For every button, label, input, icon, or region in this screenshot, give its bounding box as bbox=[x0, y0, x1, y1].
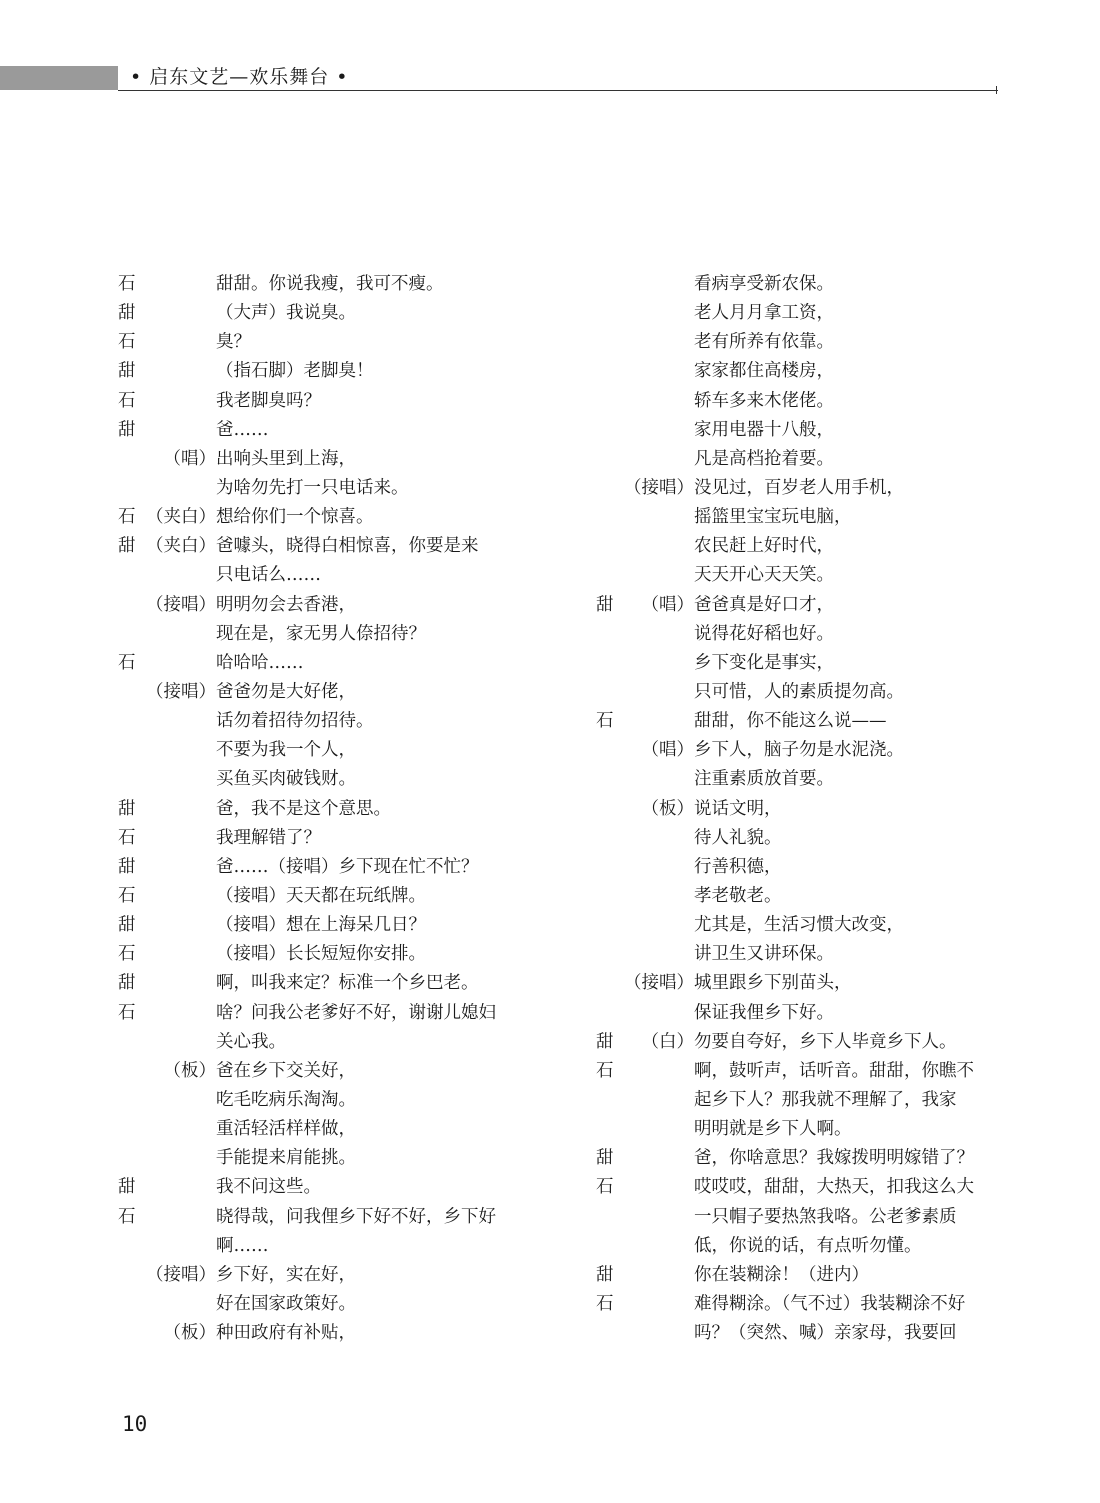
script-line bbox=[118, 1203, 538, 1232]
dialogue-text: 不要为我一个人， bbox=[216, 740, 356, 761]
speaker-name: 石 bbox=[118, 885, 136, 906]
dialogue-text: 孝老敬老。 bbox=[694, 885, 782, 906]
script-line bbox=[118, 969, 538, 998]
script-line bbox=[118, 503, 538, 532]
speaker-name: 石 bbox=[118, 1002, 136, 1023]
speaker-name: 甜 bbox=[596, 1148, 614, 1169]
script-line bbox=[596, 1261, 1016, 1290]
script-line bbox=[596, 911, 1016, 940]
dialogue-text: 啊，鼓听声，话听音。甜甜，你瞧不 bbox=[694, 1060, 974, 1081]
dialogue-text: 凡是高档抢着要。 bbox=[694, 448, 834, 469]
dialogue-text: 注重素质放首要。 bbox=[694, 769, 834, 790]
dialogue-text: 摇篮里宝宝玩电脑， bbox=[694, 507, 852, 528]
script-line bbox=[596, 824, 1016, 853]
dialogue-text: 吃毛吃病乐淘淘。 bbox=[216, 1089, 356, 1110]
script-line bbox=[596, 328, 1016, 357]
speaker-name: 甜 bbox=[118, 303, 136, 324]
dialogue-text: （接唱）想在上海呆几日？ bbox=[216, 915, 426, 936]
script-line bbox=[118, 387, 538, 416]
dialogue-text: 爸噱头，晓得白相惊喜，你要是来 bbox=[216, 536, 479, 557]
speaker-name: 石 bbox=[596, 711, 614, 732]
dialogue-text: 低，你说的话，有点听勿懂。 bbox=[694, 1235, 922, 1256]
dialogue-text: 我老脚臭吗？ bbox=[216, 390, 321, 411]
script-line bbox=[118, 678, 538, 707]
stage-direction: （接唱） bbox=[146, 1264, 216, 1285]
speaker-name: 甜 bbox=[118, 419, 136, 440]
dialogue-text: 想给你们一个惊喜。 bbox=[216, 507, 374, 528]
script-line bbox=[118, 765, 538, 794]
speaker-name: 甜 bbox=[118, 915, 136, 936]
dialogue-text: 老有所养有依靠。 bbox=[694, 332, 834, 353]
dialogue-text: 乡下人，脑子勿是水泥浇。 bbox=[694, 740, 904, 761]
script-line bbox=[596, 561, 1016, 590]
dialogue-text: 起乡下人？那我就不理解了，我家 bbox=[694, 1089, 957, 1110]
script-line bbox=[118, 1115, 538, 1144]
script-line bbox=[596, 765, 1016, 794]
speaker-name: 石 bbox=[596, 1177, 614, 1198]
script-line bbox=[118, 1232, 538, 1261]
speaker-name: 甜 bbox=[118, 798, 136, 819]
script-line bbox=[118, 795, 538, 824]
dialogue-text: 天天开心天天笑。 bbox=[694, 565, 834, 586]
script-line bbox=[596, 940, 1016, 969]
script-line bbox=[596, 1290, 1016, 1319]
dialogue-text: 甜甜。你说我瘦，我可不瘦。 bbox=[216, 274, 444, 294]
dialogue-text: 没见过，百岁老人用手机， bbox=[694, 477, 904, 498]
speaker-name: 甜 bbox=[118, 361, 136, 382]
dialogue-text: 出响头里到上海， bbox=[216, 448, 356, 469]
dialogue-text: 行善积德， bbox=[694, 856, 782, 877]
script-line bbox=[596, 357, 1016, 386]
dialogue-text: 爸爸真是好口才， bbox=[694, 594, 834, 615]
stage-direction: （接唱） bbox=[146, 594, 216, 615]
page-header-title: • 启东文艺—欢乐舞台 • bbox=[130, 66, 349, 88]
dialogue-text: 晓得哉，问我俚乡下好不好，乡下好 bbox=[216, 1206, 496, 1227]
dialogue-text: （接唱）长长短短你安排。 bbox=[216, 944, 426, 965]
script-line bbox=[118, 270, 538, 299]
dialogue-text: 话勿着招待勿招待。 bbox=[216, 711, 374, 732]
dialogue-text: 勿要自夸好，乡下人毕竟乡下人。 bbox=[694, 1031, 957, 1052]
script-line bbox=[596, 853, 1016, 882]
speaker-name: 甜 bbox=[596, 1264, 614, 1285]
dialogue-text: 爸……（接唱）乡下现在忙不忙？ bbox=[216, 856, 479, 877]
stage-direction: （唱） bbox=[641, 740, 694, 761]
right-column bbox=[596, 270, 1016, 1348]
script-line bbox=[118, 824, 538, 853]
script-line bbox=[118, 853, 538, 882]
script-line bbox=[596, 299, 1016, 328]
script-line bbox=[596, 474, 1016, 503]
dialogue-text: 乡下好，实在好， bbox=[216, 1264, 356, 1285]
script-line bbox=[596, 270, 1016, 299]
dialogue-text: 手能提来肩能挑。 bbox=[216, 1148, 356, 1169]
script-line bbox=[118, 299, 538, 328]
script-line bbox=[596, 1173, 1016, 1202]
dialogue-text: 吗？（突然、喊）亲家母，我要回 bbox=[694, 1323, 957, 1344]
script-line bbox=[596, 1028, 1016, 1057]
script-line bbox=[118, 1028, 538, 1057]
script-line bbox=[118, 736, 538, 765]
dialogue-text: 甜甜，你不能这么说—— bbox=[694, 711, 887, 732]
script-line bbox=[596, 532, 1016, 561]
dialogue-text: 臭？ bbox=[216, 332, 251, 353]
speaker-name: 甜 bbox=[596, 594, 614, 615]
script-line bbox=[118, 1086, 538, 1115]
dialogue-text: 关心我。 bbox=[216, 1031, 286, 1052]
script-line bbox=[596, 999, 1016, 1028]
script-line bbox=[118, 940, 538, 969]
dialogue-text: 说得花好稻也好。 bbox=[694, 623, 834, 644]
dialogue-text: 爸，你啥意思？我嫁拨明明嫁错了？ bbox=[694, 1148, 974, 1169]
script-line bbox=[118, 1261, 538, 1290]
script-line bbox=[118, 1290, 538, 1319]
script-line bbox=[118, 620, 538, 649]
script-line bbox=[118, 999, 538, 1028]
speaker-name: 甜 bbox=[118, 536, 136, 557]
script-line bbox=[118, 649, 538, 678]
dialogue-text: 种田政府有补贴， bbox=[216, 1323, 356, 1344]
script-line bbox=[118, 561, 538, 590]
script-line bbox=[118, 707, 538, 736]
stage-direction: （接唱） bbox=[624, 477, 694, 498]
stage-direction: （接唱） bbox=[624, 973, 694, 994]
dialogue-text: 待人礼貌。 bbox=[694, 827, 782, 848]
dialogue-text: 重活轻活样样做， bbox=[216, 1119, 356, 1140]
dialogue-text: 城里跟乡下别苗头， bbox=[694, 973, 852, 994]
script-line bbox=[596, 1319, 1016, 1348]
script-line bbox=[118, 911, 538, 940]
script-line bbox=[596, 649, 1016, 678]
script-line bbox=[596, 1232, 1016, 1261]
speaker-name: 石 bbox=[118, 827, 136, 848]
stage-direction: （白） bbox=[641, 1031, 694, 1052]
script-line bbox=[596, 1203, 1016, 1232]
speaker-name: 石 bbox=[118, 944, 136, 965]
header-rule-tick bbox=[996, 86, 997, 94]
script-line bbox=[596, 1086, 1016, 1115]
stage-direction: （板） bbox=[163, 1060, 216, 1081]
dialogue-text: 为啥勿先打一只电话来。 bbox=[216, 477, 409, 498]
stage-direction: （夹白） bbox=[146, 507, 216, 528]
dialogue-text: （接唱）天天都在玩纸牌。 bbox=[216, 885, 426, 906]
stage-direction: （唱） bbox=[641, 594, 694, 615]
dialogue-text: 啥？问我公老爹好不好，谢谢儿媳妇 bbox=[216, 1002, 496, 1023]
script-line bbox=[596, 1115, 1016, 1144]
dialogue-text: 我理解错了？ bbox=[216, 827, 321, 848]
dialogue-text: 爸在乡下交关好， bbox=[216, 1060, 356, 1081]
dialogue-text: 买鱼买肉破钱财。 bbox=[216, 769, 356, 790]
dialogue-text: 现在是，家无男人倷招待？ bbox=[216, 623, 426, 644]
dialogue-text: 啊，叫我来定？标准一个乡巴老。 bbox=[216, 973, 479, 994]
speaker-name: 甜 bbox=[118, 856, 136, 877]
script-line bbox=[118, 328, 538, 357]
script-line bbox=[118, 1173, 538, 1202]
dialogue-text: 啊…… bbox=[216, 1235, 269, 1256]
script-line bbox=[596, 678, 1016, 707]
script-line bbox=[118, 1057, 538, 1086]
stage-direction: （板） bbox=[163, 1323, 216, 1344]
script-line bbox=[596, 882, 1016, 911]
dialogue-text: 讲卫生又讲环保。 bbox=[694, 944, 834, 965]
speaker-name: 甜 bbox=[596, 1031, 614, 1052]
script-line bbox=[118, 532, 538, 561]
dialogue-text: 农民赶上好时代， bbox=[694, 536, 834, 557]
script-line bbox=[596, 445, 1016, 474]
script-line bbox=[118, 1144, 538, 1173]
dialogue-text: 尤其是，生活习惯大改变， bbox=[694, 915, 904, 936]
dialogue-text: 爸，我不是这个意思。 bbox=[216, 798, 391, 819]
script-line bbox=[596, 707, 1016, 736]
stage-direction: （夹白） bbox=[146, 536, 216, 557]
dialogue-text: 我不问这些。 bbox=[216, 1177, 321, 1198]
stage-direction: （板） bbox=[641, 798, 694, 819]
speaker-name: 石 bbox=[596, 1293, 614, 1314]
script-line bbox=[118, 445, 538, 474]
page-number: 10 bbox=[122, 1412, 148, 1436]
dialogue-text: 明明勿会去香港， bbox=[216, 594, 356, 615]
stage-direction: （接唱） bbox=[146, 681, 216, 702]
dialogue-text: 只电话么…… bbox=[216, 565, 321, 586]
dialogue-text: 轿车多来木佬佬。 bbox=[694, 390, 834, 411]
dialogue-text: 说话文明， bbox=[694, 798, 782, 819]
dialogue-text: （大声）我说臭。 bbox=[216, 303, 356, 324]
dialogue-text: 爸爸勿是大好佬， bbox=[216, 681, 356, 702]
dialogue-text: 好在国家政策好。 bbox=[216, 1293, 356, 1314]
speaker-name: 甜 bbox=[118, 973, 136, 994]
script-line bbox=[118, 357, 538, 386]
dialogue-text: 老人月月拿工资， bbox=[694, 303, 834, 324]
script-line bbox=[118, 1319, 538, 1348]
dialogue-text: 爸…… bbox=[216, 419, 269, 440]
dialogue-text: 乡下变化是事实， bbox=[694, 652, 834, 673]
script-line bbox=[596, 387, 1016, 416]
script-line bbox=[596, 1057, 1016, 1086]
script-line bbox=[118, 882, 538, 911]
dialogue-text: 家用电器十八般， bbox=[694, 419, 834, 440]
script-line bbox=[596, 591, 1016, 620]
script-line bbox=[596, 795, 1016, 824]
header-bar bbox=[0, 66, 118, 90]
dialogue-text: 家家都住高楼房， bbox=[694, 361, 834, 382]
dialogue-text: 只可惜，人的素质提勿高。 bbox=[694, 681, 904, 702]
dialogue-text: 哎哎哎，甜甜，大热天，扣我这么大 bbox=[694, 1177, 974, 1198]
script-line bbox=[596, 503, 1016, 532]
script-line bbox=[596, 416, 1016, 445]
speaker-name: 石 bbox=[118, 332, 136, 353]
speaker-name: 石 bbox=[118, 652, 136, 673]
speaker-name: 石 bbox=[118, 507, 136, 528]
stage-direction: （唱） bbox=[163, 448, 216, 469]
dialogue-text: 看病享受新农保。 bbox=[694, 274, 834, 294]
script-line bbox=[118, 591, 538, 620]
script-line bbox=[596, 1144, 1016, 1173]
header-rule bbox=[118, 90, 998, 91]
script-line bbox=[118, 474, 538, 503]
dialogue-text: 难得糊涂。（气不过）我装糊涂不好 bbox=[694, 1293, 966, 1314]
script-line bbox=[596, 969, 1016, 998]
speaker-name: 石 bbox=[596, 1060, 614, 1081]
script-line bbox=[596, 736, 1016, 765]
speaker-name: 石 bbox=[118, 274, 136, 294]
speaker-name: 石 bbox=[118, 1206, 136, 1227]
speaker-name: 石 bbox=[118, 390, 136, 411]
script-line bbox=[118, 416, 538, 445]
dialogue-text: （指石脚）老脚臭！ bbox=[216, 361, 374, 382]
left-column bbox=[118, 270, 538, 1348]
dialogue-text: 保证我俚乡下好。 bbox=[694, 1002, 834, 1023]
dialogue-text: 明明就是乡下人啊。 bbox=[694, 1119, 852, 1140]
dialogue-text: 一只帽子要热煞我咯。公老爹素质 bbox=[694, 1206, 957, 1227]
dialogue-text: 哈哈哈…… bbox=[216, 652, 304, 673]
script-line bbox=[596, 620, 1016, 649]
speaker-name: 甜 bbox=[118, 1177, 136, 1198]
dialogue-text: 你在装糊涂！（进内） bbox=[694, 1264, 869, 1285]
